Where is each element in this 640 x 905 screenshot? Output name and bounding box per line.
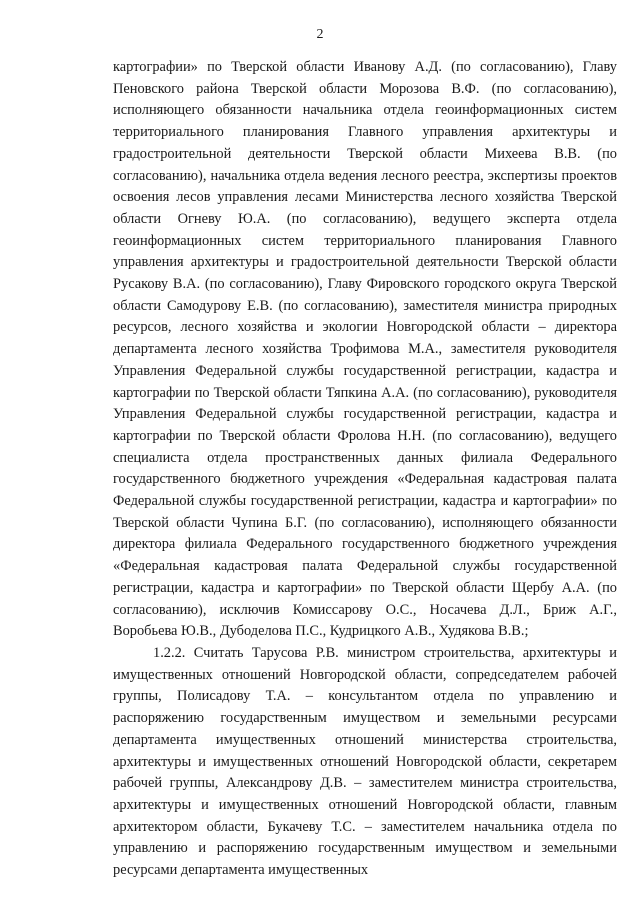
paragraph-members-list: картографии» по Тверской области Иванову А.Д. (по согласованию), Главу Пеновского района Тверской области Морозова В.Ф. (по согласованию), исполняющего обязанности начальника отдела геоинформационных систем территориального планирования Главного управления архитектуры и градостроительной деятельности Тверской области Михеева В.В. (по согласованию), начальника отдела ведения лесного реестра, экспертизы проектов освоения лесов управления лесами Министерства лесного хозяйства Тверской области Огневу Ю.А. (по согласованию), ведущего эксперта отдела геоинформационных систем территориального планирования Главного управления архитектуры и градостроительной деятельности Тверской области Русакову В.А. (по согласованию), Главу Фировского городского округа Тверской области Самодурову Е.В. (по согласованию), заместителя министра природных ресурсов, лесного хозяйства и экологии Новгородской области – директора департамента лесного хозяйства Трофимова М.А., заместителя руководителя Управления Федеральной службы государственной регистрации, кадастра и картографии по Тверской области Тяпкина А.А. (по согласованию), руководителя Управления Федеральной службы государственной регистрации, кадастра и картографии по Тверской области Фролова Н.Н. (по согласованию), ведущего специалиста отдела пространственных данных филиала Федерального государственного бюджетного учреждения «Федеральная кадастровая палата Федеральной службы государственной регистрации, кадастра и картографии» по Тверской области Чупина Б.Г. (по согласованию), исполняющего обязанности директора филиала Федерального государственного бюджетного учреждения «Федеральная кадастровая палата Федеральной службы государственной регистрации, кадастра и картографии» по Тверской области Щербу А.А. (по согласованию), исключив Комиссарову О.С., Носачева Д.Л., Бриж А.Г., Воробьева Ю.В., Дубоделова П.С., Кудрицкого А.В., Худякова В.В.;: [113, 59, 617, 640]
document-body: [113, 57, 617, 882]
page-number: 2: [316, 27, 324, 42]
paragraph-1-2-2: 1.2.2. Считать Тарусова Р.В. министром строительства, архитектуры и имущественных отношений Новгородской области, сопредседателем рабочей группы, Полисадову Т.А. – консультантом отдела по управлению и распоряжению государственным имуществом и земельными ресурсами департамента имущественных отношений министерства строительства, архитектуры и имущественных отношений Новгородской области, секретарем рабочей группы, Александрову Д.В. – заместителем министра строительства, архитектуры и имущественных отношений Новгородской области, главным архитектором области, Букачеву Т.С. – заместителем начальника отдела по управлению и распоряжению государственным имуществом и земельными ресурсами департамента имущественных: [113, 644, 617, 879]
